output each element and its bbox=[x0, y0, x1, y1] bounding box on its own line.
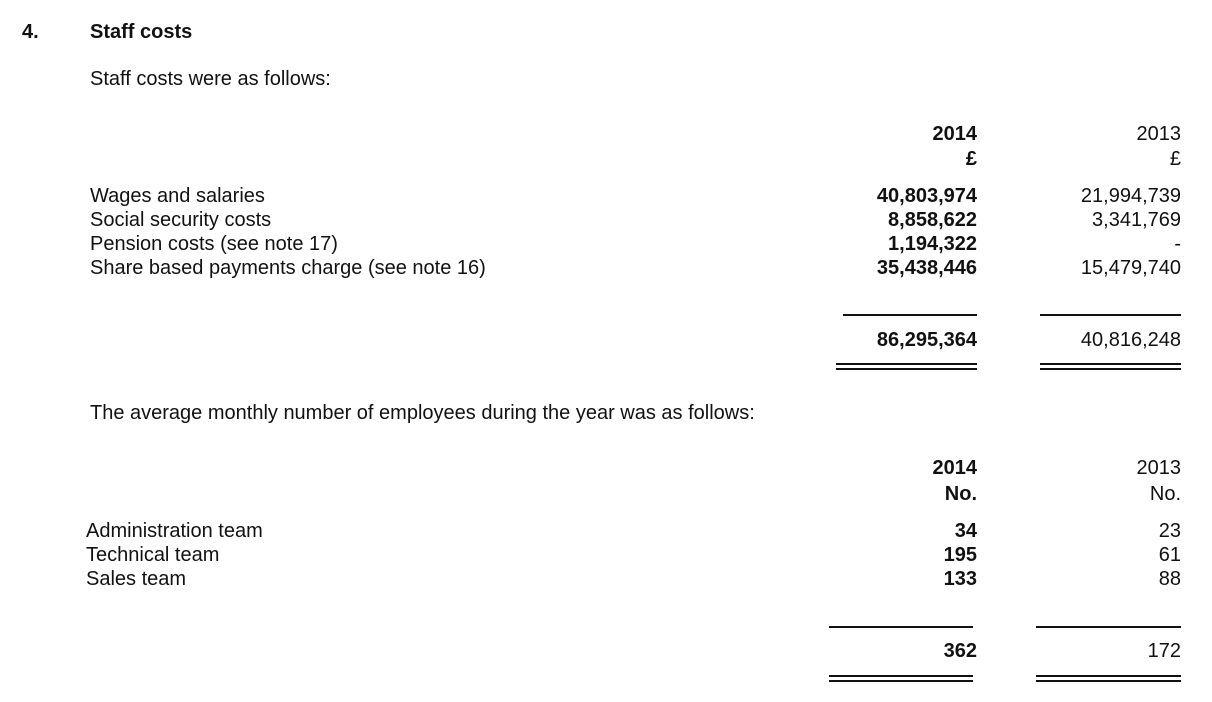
employees-row-value-2014: 34 bbox=[954, 520, 977, 542]
employees-total-2014: 362 bbox=[943, 640, 977, 662]
employees-total-double-rule-2014 bbox=[829, 675, 973, 682]
costs-row-value-2014: 8,858,622 bbox=[888, 209, 977, 231]
employees-header-2013-unit: No. bbox=[1149, 483, 1181, 505]
employees-subtotal-rule-2013 bbox=[1036, 626, 1181, 628]
costs-row-value-2013: 3,341,769 bbox=[1092, 209, 1181, 231]
employees-row-label: Administration team bbox=[86, 520, 263, 542]
costs-intro: Staff costs were as follows: bbox=[90, 68, 331, 90]
employees-header-2014-unit: No. bbox=[944, 483, 977, 505]
costs-row-value-2014: 1,194,322 bbox=[888, 233, 977, 255]
costs-header-2014-year: 2014 bbox=[932, 123, 977, 145]
employees-row-label: Technical team bbox=[86, 544, 220, 566]
costs-row-value-2013: - bbox=[1174, 233, 1181, 255]
employees-row-value-2014: 195 bbox=[943, 544, 977, 566]
employees-intro: The average monthly number of employees during the year was as follows: bbox=[90, 402, 755, 424]
section-title: Staff costs bbox=[90, 21, 193, 43]
employees-total-2013: 172 bbox=[1147, 640, 1181, 662]
costs-total-2014: 86,295,364 bbox=[876, 329, 977, 351]
costs-subtotal-rule-2013 bbox=[1040, 314, 1181, 316]
employees-total-double-rule-2013 bbox=[1036, 675, 1181, 682]
costs-total-2013: 40,816,248 bbox=[1080, 329, 1181, 351]
employees-row-value-2013: 61 bbox=[1158, 544, 1181, 566]
costs-header-2014-unit: £ bbox=[965, 148, 977, 170]
employees-row-label: Sales team bbox=[86, 568, 187, 590]
employees-subtotal-rule-2014 bbox=[829, 626, 973, 628]
costs-row-label: Share based payments charge (see note 16) bbox=[90, 257, 486, 279]
costs-row-value-2014: 40,803,974 bbox=[876, 185, 977, 207]
costs-header-2013-unit: £ bbox=[1169, 148, 1181, 170]
note-number: 4. bbox=[22, 21, 39, 43]
costs-row-label: Pension costs (see note 17) bbox=[90, 233, 338, 255]
employees-header-2013-year: 2013 bbox=[1136, 457, 1181, 479]
costs-subtotal-rule-2014 bbox=[843, 314, 977, 316]
employees-row-value-2014: 133 bbox=[943, 568, 977, 590]
costs-row-value-2013: 15,479,740 bbox=[1080, 257, 1181, 279]
costs-row-label: Social security costs bbox=[90, 209, 272, 231]
employees-header-2014-year: 2014 bbox=[932, 457, 977, 479]
employees-row-value-2013: 88 bbox=[1158, 568, 1181, 590]
costs-row-label: Wages and salaries bbox=[90, 185, 265, 207]
costs-header-2013-year: 2013 bbox=[1136, 123, 1181, 145]
costs-total-double-rule-2013 bbox=[1040, 363, 1181, 370]
costs-row-value-2014: 35,438,446 bbox=[876, 257, 977, 279]
costs-row-value-2013: 21,994,739 bbox=[1080, 185, 1181, 207]
employees-row-value-2013: 23 bbox=[1158, 520, 1181, 542]
costs-total-double-rule-2014 bbox=[836, 363, 977, 370]
